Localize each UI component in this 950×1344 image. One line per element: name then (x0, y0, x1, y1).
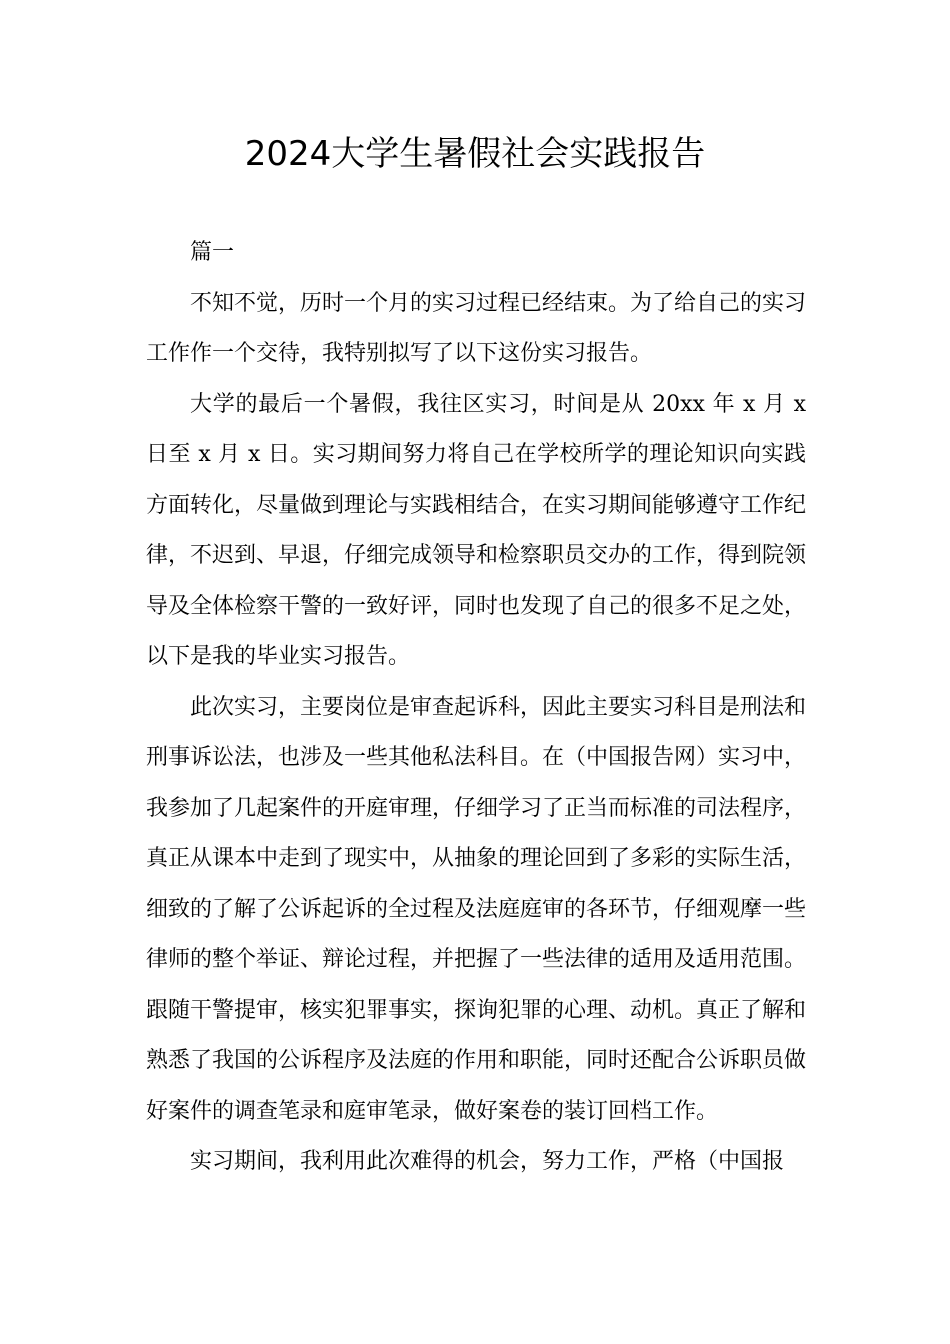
paragraph: 此次实习，主要岗位是审查起诉科，因此主要实习科目是刑法和刑事诉讼法，也涉及一些其他私法科目。在（中国报告网）实习中，我参加了几起案件的开庭审理，仔细学习了正当而标准的司法程序，真正从课本中走到了现实中，从抽象的理论回到了多彩的实际生活，细致的了解了公诉起诉的全过程及法庭庭审的各环节，仔细观摩一些律师的整个举证、辩论过程，并把握了一些法律的适用及适用范围。跟随干警提审，核实犯罪事实，探询犯罪的心理、动机。真正了解和熟悉了我国的公诉程序及法庭的作用和职能，同时还配合公诉职员做好案件的调查笔录和庭审笔录，做好案卷的装订回档工作。 (146, 694, 807, 1124)
paragraph: 实习期间，我利用此次难得的机会，努力工作，严格（中国报 (190, 1149, 785, 1174)
paragraph-heading: 篇一 (190, 240, 235, 265)
document-body (146, 228, 806, 1188)
paragraph: 不知不觉，历时一个月的实习过程已经结束。为了给自己的实习工作作一个交待，我特别拟写了以下这份实习报告。 (146, 290, 807, 366)
document-title: 2024大学生暑假社会实践报告 (244, 134, 706, 174)
paragraph: 大学的最后一个暑假，我往区实习，时间是从 20xx 年 x 月 x 日至 x 月 x 日。实习期间努力将自己在学校所学的理论知识向实践方面转化，尽量做到理论与实践相结合，在实习期间能够遵守工作纪律，不迟到、早退，仔细完成领导和检察职员交办的工作，得到院领导及全体检察干警的一致好评，同时也发现了自己的很多不足之处，以下是我的毕业实习报告。 (146, 391, 807, 669)
